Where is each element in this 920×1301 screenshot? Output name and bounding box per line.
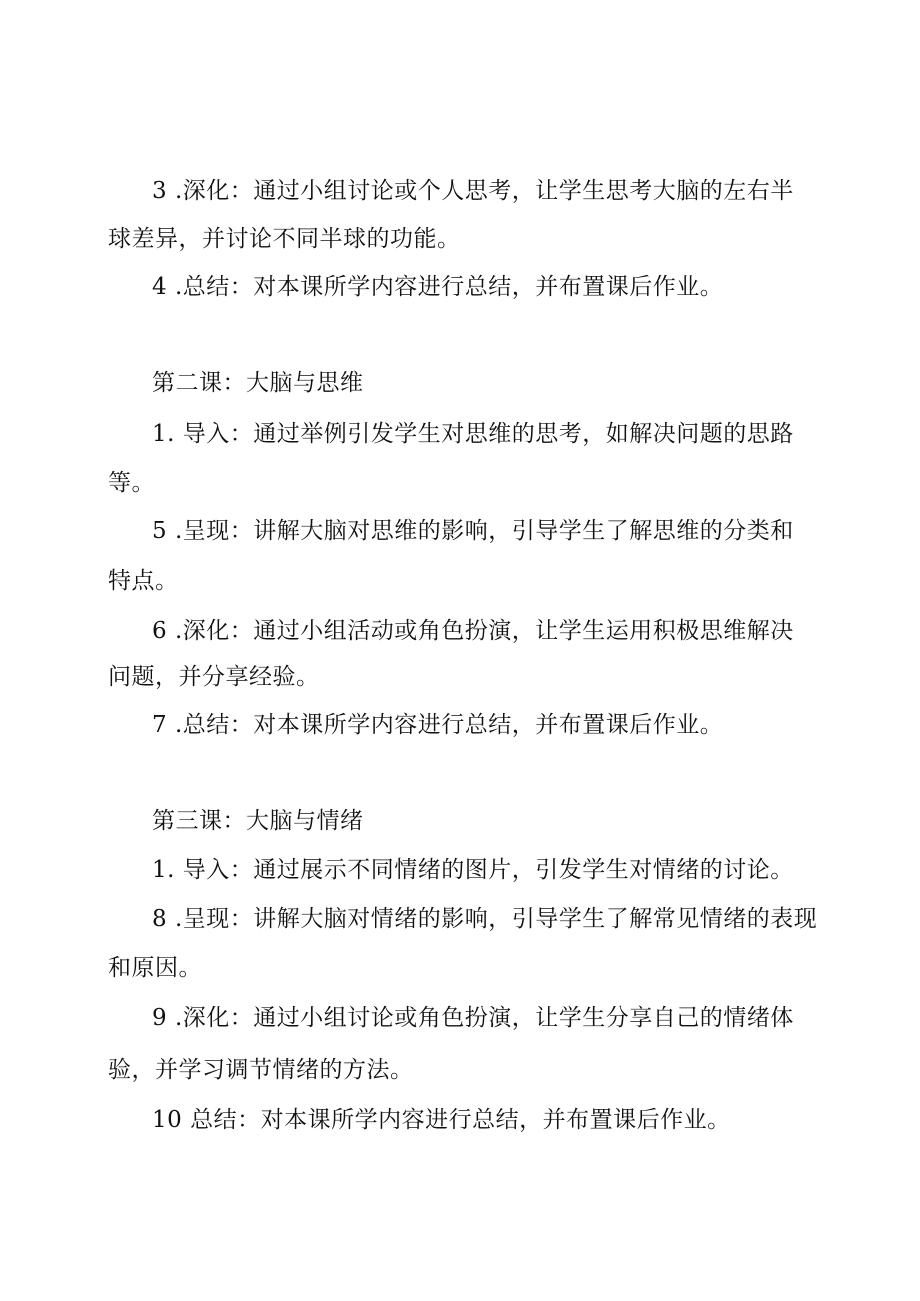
paragraph-line: 特点。	[108, 568, 179, 594]
paragraph-line: 9 .深化：通过小组讨论或角色扮演，让学生分享自己的情绪体	[152, 1005, 794, 1031]
paragraph-line: 球差异，并讨论不同半球的功能。	[108, 226, 461, 252]
paragraph-line: 4 .总结：对本课所学内容进行总结，并布置课后作业。	[152, 274, 724, 300]
paragraph-line: 10 总结：对本课所学内容进行总结，并布置课后作业。	[152, 1107, 731, 1133]
paragraph-line: 验，并学习调节情绪的方法。	[108, 1057, 414, 1083]
paragraph-line: 1. 导入：通过展示不同情绪的图片，引发学生对情绪的讨论。	[152, 857, 794, 883]
section-title: 第三课：大脑与情绪	[152, 808, 364, 834]
paragraph-line: 7 .总结：对本课所学内容进行总结，并布置课后作业。	[152, 712, 724, 738]
paragraph-line: 3 .深化：通过小组讨论或个人思考，让学生思考大脑的左右半	[152, 178, 794, 204]
paragraph-line: 问题，并分享经验。	[108, 664, 320, 690]
paragraph-line: 和原因。	[108, 955, 202, 981]
section-title: 第二课：大脑与思维	[152, 370, 364, 396]
paragraph-line: 1. 导入：通过举例引发学生对思维的思考，如解决问题的思路	[152, 421, 794, 447]
paragraph-line: 8 .呈现：讲解大脑对情绪的影响，引导学生了解常见情绪的表现	[152, 906, 818, 932]
paragraph-line: 等。	[108, 470, 155, 496]
paragraph-line: 5 .呈现：讲解大脑对思维的影响，引导学生了解思维的分类和	[152, 518, 794, 544]
paragraph-line: 6 .深化：通过小组活动或角色扮演，让学生运用积极思维解决	[152, 618, 794, 644]
